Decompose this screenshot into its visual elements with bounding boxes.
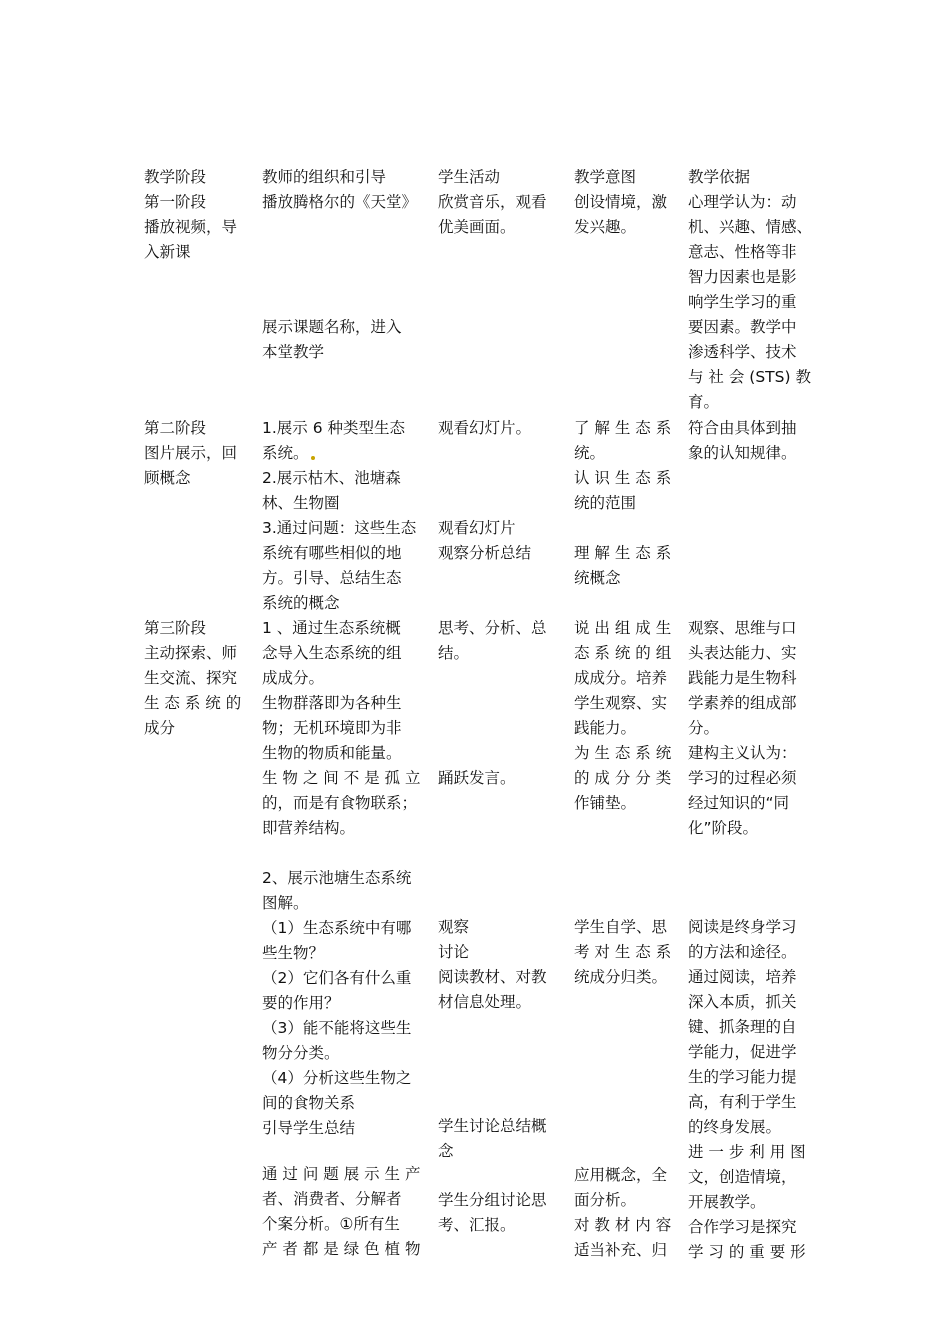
cell-text-line: 的终身发展。 [688, 1118, 782, 1136]
cell-text-line: 系统。 [262, 444, 309, 462]
cell-text-line: 要因素。教学中 [688, 318, 797, 336]
cell-text-line: 头表达能力、实 [688, 644, 797, 662]
cell-text-line: 系统的概念 [262, 594, 340, 612]
cell-text-line: 观看幻灯片。 [438, 419, 532, 437]
cell-text-line: 念导入生态系统的组 [262, 644, 402, 662]
cell-text-line: 生的学习能力提 [688, 1068, 797, 1086]
cell-text-line: 学素养的组成部 [688, 694, 797, 712]
cell-text-line: 的 成 分 分 类 [574, 769, 672, 787]
cell-text-line: （4）分析这些生物之 [262, 1069, 412, 1087]
cell-text-line: 3.通过问题：这些生态 [262, 519, 417, 537]
cell-text-line: 作铺垫。 [574, 794, 637, 812]
cell-text-line: 思考、分析、总 [438, 619, 547, 637]
cell-text-line: 践能力是生物科 [688, 669, 797, 687]
cell-text-line: 方。引导、总结生态 [262, 569, 402, 587]
cell-text-line: 统的范围 [574, 494, 637, 512]
cell-text-line: 间的食物关系 [262, 1094, 356, 1112]
cell-text-line: 学习的过程必须 [688, 769, 797, 787]
cell-text-line: 要的作用？ [262, 994, 340, 1012]
cell-text-line: 生物的物质和能量。 [262, 744, 402, 762]
cell-text-line: 观察、思维与口 [688, 619, 797, 637]
cell-text-line: 优美画面。 [438, 218, 516, 236]
cell-text-line: 进 一 步 利 用 图 [688, 1143, 806, 1161]
cell-text-line: 欣赏音乐，观看 [438, 193, 547, 211]
cell-text-line: （2）它们各有什么重 [262, 969, 412, 987]
cell-text-line: 应用概念，全 [574, 1166, 668, 1184]
cell-text-line: 入新课 [144, 243, 191, 261]
cell-text-line: （1）生态系统中有哪 [262, 919, 412, 937]
cell-text-line: 键、抓条理的自 [688, 1018, 797, 1036]
cell-text-line: 践能力。 [574, 719, 637, 737]
cell-text-line: 象的认知规律。 [688, 444, 797, 462]
cell-text-line: 创设情境，激 [574, 193, 668, 211]
cell-text-line: 阅读是终身学习 [688, 918, 797, 936]
cell-text-line: 生 物 之 间 不 是 孤 立 [262, 769, 421, 787]
cell-text-line: 物；无机环境即为非 [262, 719, 402, 737]
cell-text-line: 理 解 生 态 系 [574, 544, 672, 562]
cell-text-line: 学 习 的 重 要 形 [688, 1243, 806, 1261]
cell-text-line: 学生分组讨论思 [438, 1191, 547, 1209]
cell-text-line: 心理学认为：动 [688, 193, 797, 211]
cell-text-line: 分。 [688, 719, 720, 737]
cell-text-line: （3）能不能将这些生 [262, 1019, 412, 1037]
cell-text-line: 对 教 材 内 容 [574, 1216, 672, 1234]
cell-text-line: 面分析。 [574, 1191, 637, 1209]
cell-text-line: 通过阅读，培养 [688, 968, 797, 986]
cell-text-line: 2、展示池塘生态系统 [262, 869, 412, 887]
cell-text-line: 讨论 [438, 943, 470, 961]
cell-text-line: 开展教学。 [688, 1193, 766, 1211]
cell-text-line: 机、兴趣、情感、 [688, 218, 813, 236]
cell-text-line: 合作学习是探究 [688, 1218, 797, 1236]
cell-text-line: 生 态 系 统 的 [144, 694, 242, 712]
cell-text-line: 化”阶段。 [688, 819, 759, 837]
cell-text-line: 第二阶段 [144, 419, 207, 437]
cell-text-line: 通 过 问 题 展 示 生 产 [262, 1165, 421, 1183]
yellow-dot-mark [311, 456, 315, 460]
cell-text-line: 些生物？ [262, 944, 325, 962]
cell-text-line: 意志、性格等非 [688, 243, 797, 261]
cell-text-line: 学生讨论总结概 [438, 1117, 547, 1135]
cell-text-line: 高，有利于学生 [688, 1093, 797, 1111]
cell-text-line: 顾概念 [144, 469, 191, 487]
cell-text-line: 符合由具体到抽 [688, 419, 797, 437]
cell-text-line: 学能力，促进学 [688, 1043, 797, 1061]
cell-text-line: 生交流、探究 [144, 669, 238, 687]
cell-text-line: 踊跃发言。 [438, 769, 516, 787]
cell-text-line: 育。 [688, 393, 720, 411]
cell-text-line: 文，创造情境， [688, 1168, 797, 1186]
cell-text-line: 发兴趣。 [574, 218, 637, 236]
header-cell: 教学意图 [574, 168, 637, 186]
cell-text-line: 结。 [438, 644, 470, 662]
cell-text-line: 渗透科学、技术 [688, 343, 797, 361]
cell-text-line: 本堂教学 [262, 343, 325, 361]
cell-text-line: 经过知识的“同 [688, 794, 790, 812]
cell-text-line: 系统有哪些相似的地 [262, 544, 402, 562]
cell-text-line: 生物群落即为各种生 [262, 694, 402, 712]
cell-text-line: 成成分。培养 [574, 669, 668, 687]
cell-text-line: 为 生 态 系 统 [574, 744, 672, 762]
cell-text-line: 者、消费者、分解者 [262, 1190, 402, 1208]
cell-text-line: 成分 [144, 719, 176, 737]
cell-text-line: 1 、通过生态系统概 [262, 619, 401, 637]
cell-text-line: 观看幻灯片 [438, 519, 516, 537]
cell-text-line: 材信息处理。 [438, 993, 532, 1011]
cell-text-line: 学生观察、实 [574, 694, 668, 712]
cell-text-line: 林、生物圈 [262, 494, 340, 512]
cell-text-line: 1.展示 6 种类型生态 [262, 419, 406, 437]
cell-text-line: 说 出 组 成 生 [574, 619, 672, 637]
cell-text-line: 深入本质，抓关 [688, 993, 797, 1011]
cell-text-line: 认 识 生 态 系 [574, 469, 672, 487]
cell-text-line: 考、汇报。 [438, 1216, 516, 1234]
cell-text-line: 播放腾格尔的《天堂》 [262, 193, 418, 211]
cell-text-line: 学生自学、思 [574, 918, 668, 936]
cell-text-line: 的方法和途径。 [688, 943, 797, 961]
cell-text-line: 成成分。 [262, 669, 325, 687]
cell-text-line: 物分分类。 [262, 1044, 340, 1062]
cell-text-line: 态 系 统 的 组 [574, 644, 672, 662]
cell-text-line: 即营养结构。 [262, 819, 356, 837]
cell-text-line: 响学生学习的重 [688, 293, 797, 311]
cell-text-line: 引导学生总结 [262, 1119, 356, 1137]
cell-text-line: 图片展示，回 [144, 444, 238, 462]
cell-text-line: 第一阶段 [144, 193, 207, 211]
cell-text-line: 主动探索、师 [144, 644, 238, 662]
cell-text-line: 考 对 生 态 系 [574, 943, 672, 961]
cell-text-line: 的，而是有食物联系； [262, 794, 418, 812]
cell-text-line: 念 [438, 1142, 454, 1160]
cell-text-line: 统概念 [574, 569, 621, 587]
cell-text-line: 阅读教材、对教 [438, 968, 547, 986]
cell-text-line: 图解。 [262, 894, 309, 912]
cell-text-line: 第三阶段 [144, 619, 207, 637]
cell-text-line: 统成分归类。 [574, 968, 668, 986]
cell-text-line: 展示课题名称，进入 [262, 318, 402, 336]
cell-text-line: 产 者 都 是 绿 色 植 物 [262, 1240, 421, 1258]
header-cell: 教学阶段 [144, 168, 207, 186]
cell-text-line: 了 解 生 态 系 [574, 419, 672, 437]
cell-text-line: 观察分析总结 [438, 544, 532, 562]
cell-text-line: 统。 [574, 444, 606, 462]
cell-text-line: 播放视频，导 [144, 218, 238, 236]
cell-text-line: 个案分析。①所有生 [262, 1215, 400, 1233]
cell-text-line: 2.展示枯木、池塘森 [262, 469, 401, 487]
cell-text-line: 适当补充、归 [574, 1241, 668, 1259]
cell-text-line: 与 社 会 (STS) 教 [688, 368, 811, 386]
header-cell: 教师的组织和引导 [262, 168, 387, 186]
header-cell: 学生活动 [438, 168, 501, 186]
header-cell: 教学依据 [688, 168, 751, 186]
cell-text-line: 观察 [438, 918, 470, 936]
cell-text-line: 智力因素也是影 [688, 268, 797, 286]
cell-text-line: 建构主义认为： [688, 744, 797, 762]
